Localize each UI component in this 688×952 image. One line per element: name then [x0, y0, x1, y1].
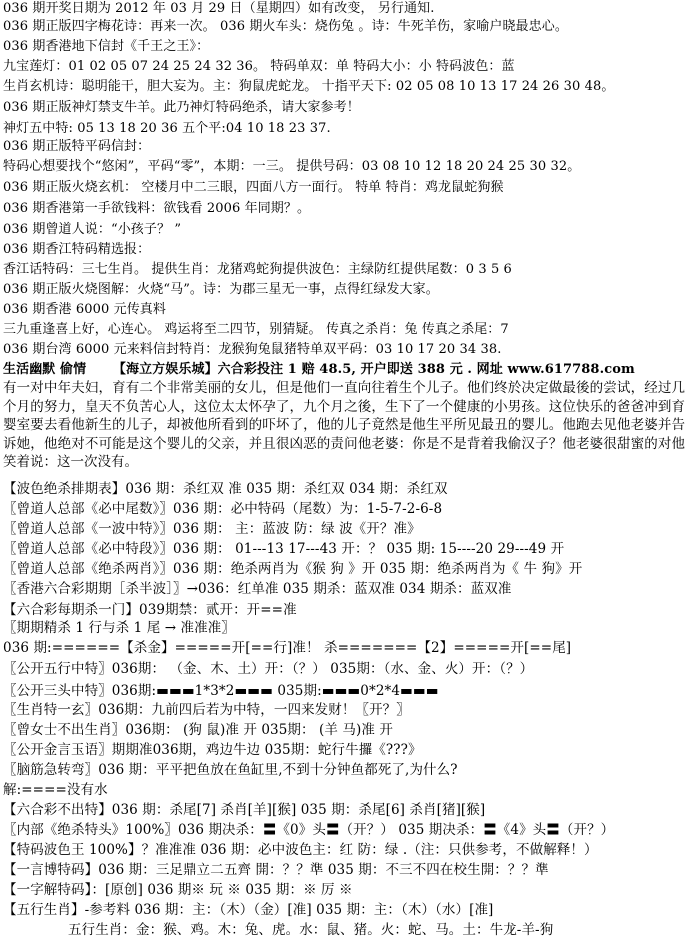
text-line-zeng-says: 036 期曾道人说：“小孩子？ ” [3, 222, 182, 237]
text-line-draw-date: 036 期开奖日期为 2012 年 03 月 29 日（星期四）如有改变， 另行通知. [3, 1, 435, 16]
text-line-lamp-ban: 036 期正版神灯禁支牛羊。此乃神灯特码绝杀，请大家参考！ [3, 100, 360, 115]
row-three-heads: 〖公开三头中特〗036期:▬▬▬1*3*2▬▬▬ 035期:▬▬▬0*2*4▬▬▬ [3, 683, 439, 699]
text-line-fire-diagram: 036 期正版火烧图解：火烧“马”。诗：为郡三星无一事，点得红绿发大家。 [3, 282, 439, 297]
row-one-wave: 〖曾道人总部《一波中特》〗036 期： 主：蓝波 防：绿 波《开？准》 [3, 521, 421, 537]
text-line-special-wish: 特码心想要找个“悠闲”，平码“零”，本期：一三。 提供号码：03 08 10 12 18 20 24 25 30 32。 [3, 159, 581, 174]
row-brain-answer: 解:====没有水 [3, 782, 108, 798]
row-color-king: 【特码波色王 100%】？准准准 036 期：必中波色主：红 防：绿 .（注：只供参考，不做解释！） [3, 842, 598, 858]
row-kill-metal: 036 期:======【杀金】=====开[==行]准！ 杀=======【2】=====开[==尾] [3, 640, 572, 656]
text-line-special-envelope: 036 期正版特平码信封： [3, 139, 151, 154]
row-kill-two: 〖曾道人总部《绝杀两肖》〗036 期：绝杀两肖为《猴 狗 》开 035 期：绝杀两肖为《 牛 狗》开 [3, 561, 583, 577]
text-line-hk-money: 036 期香港第一手欲钱料：欲钱看 2006 年同期？。 [3, 201, 311, 216]
story-header [3, 362, 635, 378]
row-five-zodiac-list: 五行生肖：金：猴、鸡。木：兔、虎。水：鼠、猪。火：蛇、马。土：牛龙-羊-狗 [68, 922, 554, 938]
text-line-xiangjiang-talk: 香江话特码：三七生肖。 提供生肖：龙猪鸡蛇狗提供波色：主绿防红提供尾数：0 3 5 6 [3, 262, 512, 277]
row-zodiac-mystery: 〖生肖特一玄〗036期：九前四后若为中特，一四来发财！〖开？〗 [3, 702, 410, 718]
row-half-wave: 〖香港六合彩期期［杀半波］〗→036：红单准 035 期杀：蓝双准 034 期杀：蓝双准 [3, 581, 512, 597]
row-five-elements: 〖公开五行中特〗036期： （金、木、土）开：（？） 035期：（水、金、火）开：（？） [3, 661, 534, 677]
story-title: 生活幽默 偷情 [3, 362, 87, 377]
text-line-taiwan: 036 期台湾 6000 元来料信封特肖：龙猴狗兔鼠猪特单双平码：03 10 17 20 34 38. [3, 342, 502, 357]
row-kill-one-door: 【六合彩每期杀一门】039期禁：贰开：开==准 [3, 602, 297, 618]
text-line-lamp-five: 神灯五中特: 05 13 18 20 36 五个平:04 10 18 23 37. [3, 121, 331, 136]
row-must-range: 〖曾道人总部《必中特段》〗036 期： 01---13 17---43 开：？ 035 期: 15----20 29---49 开 [3, 541, 565, 557]
row-one-word-bet: 【一言博特码】036 期：三足鼎立二五齊 開：？？準 035 期：不三不四在校生開：？？準 [3, 862, 549, 878]
row-no-special: 【六合彩不出特】036 期：杀尾[7] 杀肖[羊][猴] 035 期：杀尾[6] 杀肖[猪][猴] [3, 802, 486, 818]
text-line-plum-poem: 036 期正版四字梅花诗：再来一次。 036 期火车头：烧伤兔 。诗：牛死羊伤，家喻户晓最忠心。 [3, 19, 568, 34]
row-inner-kill-head: 〖内部《绝杀特头》100%〗036 期决杀：〓《0》头〓（开？） 035 期决杀：〓《4》头〓（开？） [3, 822, 615, 838]
row-golden-words: 〖公开金言玉语〗期期准036期，鸡边牛边 035期：蛇行牛攞《???》 [3, 742, 422, 758]
story-paragraph: 有一对中年夫妇，育有二个非常美丽的女儿，但是他们一直向往着生个儿子。他们终於决定做最後的尝试，经过几个月的努力，皇天不负苦心人，这位太太怀孕了，九个月之後，生下了一个健康的小男孩。这位快乐的爸爸冲到育婴室要去看他新生的儿子，却被他所看到的吓坏了，他的儿子竟然是他生平所见最丑的婴儿。他跑去见他老婆并告诉她，他绝对不可能是这个婴儿的父亲，并且很凶恶的责问他老婆：你是不是背着我偷汉子？他老婆很甜蜜的对他笑着说：这一次没有。 [3, 380, 685, 471]
ad-banner-link[interactable]: 【海立方娱乐城】六合彩投注 1 赔 48.5, 开户即送 388 元 . 网址 www.617788.com [112, 362, 635, 377]
text-line-zodiac-poem: 生肖玄机诗：聪明能干，胆大妄为。主：狗鼠虎蛇龙。 十指平天下: 02 05 08 10 13 17 24 26 30 48。 [3, 79, 615, 94]
row-brain-teaser: 〖脑筋急转弯〗036 期：平平把鱼放在鱼缸里,不到十分钟鱼都死了,为什么? [3, 762, 458, 778]
row-kill-line-tail: 〖期期精杀 1 行与杀 1 尾 → 准准准〗 [3, 620, 235, 636]
text-line-xiangjiang: 036 期香江特码精选报： [3, 242, 151, 257]
row-ms-zodiac: 〖曾女士不出生肖〗036期： (狗 鼠)准 开 035期： (羊 马)准 开 [3, 722, 393, 738]
text-line-hk-envelope: 036 期香港地下信封《千王之王》： [3, 39, 210, 54]
text-line-fax-poem: 三九重逢喜上好，心连心。 鸡运将至二四节，别猜疑。 传真之杀肖：兔 传真之杀尾：7 [3, 322, 509, 337]
row-five-zodiac: 【五行生肖】-参考料 036 期：主：（木）（金）[准] 035 期：主：（木）（水）[准] [3, 902, 494, 918]
text-line-hk-fax: 036 期香港 6000 元传真料 [3, 302, 166, 317]
text-line-fire-mystery: 036 期正版火烧玄机： 空楼月中二三眼，四面八方一面行。 特单 特肖：鸡龙鼠蛇狗猴 [3, 180, 504, 195]
text-line-lotus-lamp: 九宝莲灯：01 02 05 07 24 25 24 32 36。 特码单双：单 特码大小：小 特码波色：蓝 [3, 59, 515, 74]
row-must-tail: 〖曾道人总部《必中尾数》〗036 期：必中特码（尾数）为：1-5-7-2-6-8 [3, 501, 443, 517]
row-color-kill: 【波色绝杀排期表】036 期：杀红双 准 035 期：杀红双 034 期：杀红双 [3, 481, 448, 497]
row-one-char: 【一字解特码】：[原创] 036 期※ 玩 ※ 035 期：※ 厉 ※ [3, 882, 353, 898]
